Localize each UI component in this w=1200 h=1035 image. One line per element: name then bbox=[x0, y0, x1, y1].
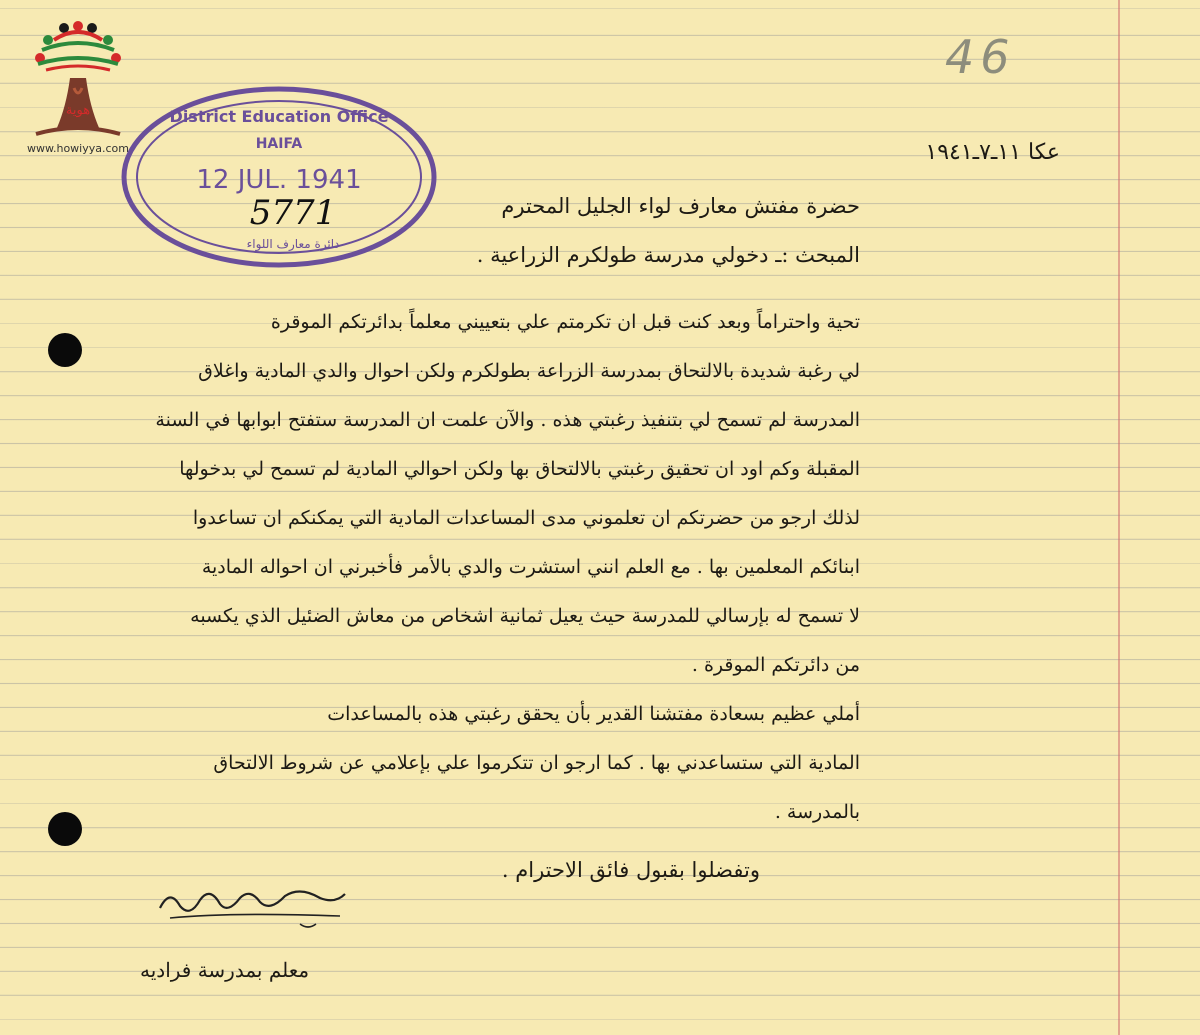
body-line: المقبلة وكم اود ان تحقيق رغبتي بالالتحاق بها ولكن احوالي المادية لم تسمح لي بدخولها bbox=[179, 458, 860, 480]
page-number: 46 bbox=[945, 30, 1016, 84]
letter-date: عكا ١١ـ٧ـ١٩٤١ bbox=[925, 140, 1060, 165]
body-line: لي رغبة شديدة بالالتحاق بمدرسة الزراعة بطولكرم ولكن احوال والدي المادية واغلاق bbox=[198, 360, 860, 382]
closing-line: وتفضلوا بقبول فائق الاحترام . bbox=[501, 858, 760, 882]
body-line: المدرسة لم تسمح لي بتنفيذ رغبتي هذه . والآن علمت ان المدرسة ستفتح ابوابها في السنة bbox=[155, 409, 860, 431]
handwritten-signature bbox=[150, 878, 350, 938]
body-line: لذلك ارجو من حضرتكم ان تعلموني مدى المساعدات المادية التي يمكنكم ان تساعدوا bbox=[192, 507, 860, 529]
subject-line: المبحث :ـ دخولي مدرسة طولكرم الزراعية . bbox=[476, 243, 860, 267]
margin-line bbox=[1118, 0, 1120, 1035]
district-education-office-stamp bbox=[118, 82, 440, 272]
body-line: تحية واحتراماً وبعد كنت قبل ان تكرمتم علي بتعييني معلماً بدائرتكم الموقرة bbox=[270, 311, 860, 333]
logo-url: www.howiyya.com bbox=[27, 142, 129, 155]
body-line: من دائرتكم الموقرة . bbox=[691, 654, 860, 676]
stamp-number: 5771 bbox=[249, 193, 337, 233]
body-line: لا تسمح له بإرسالي للمدرسة حيث يعيل ثمانية اشخاص من معاش الضئيل الذي يكسبه bbox=[190, 605, 860, 627]
stamp-arabic-text: دائرة معارف اللواء bbox=[246, 237, 340, 251]
stamp-office-name: District Education Office bbox=[169, 107, 389, 126]
letter-body bbox=[20, 298, 860, 837]
salutation: حضرة مفتش معارف لواء الجليل المحترم bbox=[501, 194, 860, 218]
body-line: بالمدرسة . bbox=[774, 801, 860, 823]
body-line: أملي عظيم بسعادة مفتشنا القدير بأن يحقق رغبتي هذه بالمساعدات bbox=[327, 703, 860, 725]
body-line: المادية التي ستساعدني بها . كما ارجو ان تتكرموا علي بإعلامي عن شروط الالتحاق bbox=[213, 752, 860, 774]
logo-mark-text: هوية bbox=[65, 103, 91, 118]
body-line: ابنائكم المعلمين بها . مع العلم انني استشرت والدي بالأمر فأخبرني ان احواله المادية bbox=[201, 556, 860, 578]
signer-title: معلم بمدرسة فراديه bbox=[140, 958, 310, 982]
stamp-date: 12 JUL. 1941 bbox=[196, 165, 362, 195]
stamp-city: HAIFA bbox=[255, 136, 303, 152]
